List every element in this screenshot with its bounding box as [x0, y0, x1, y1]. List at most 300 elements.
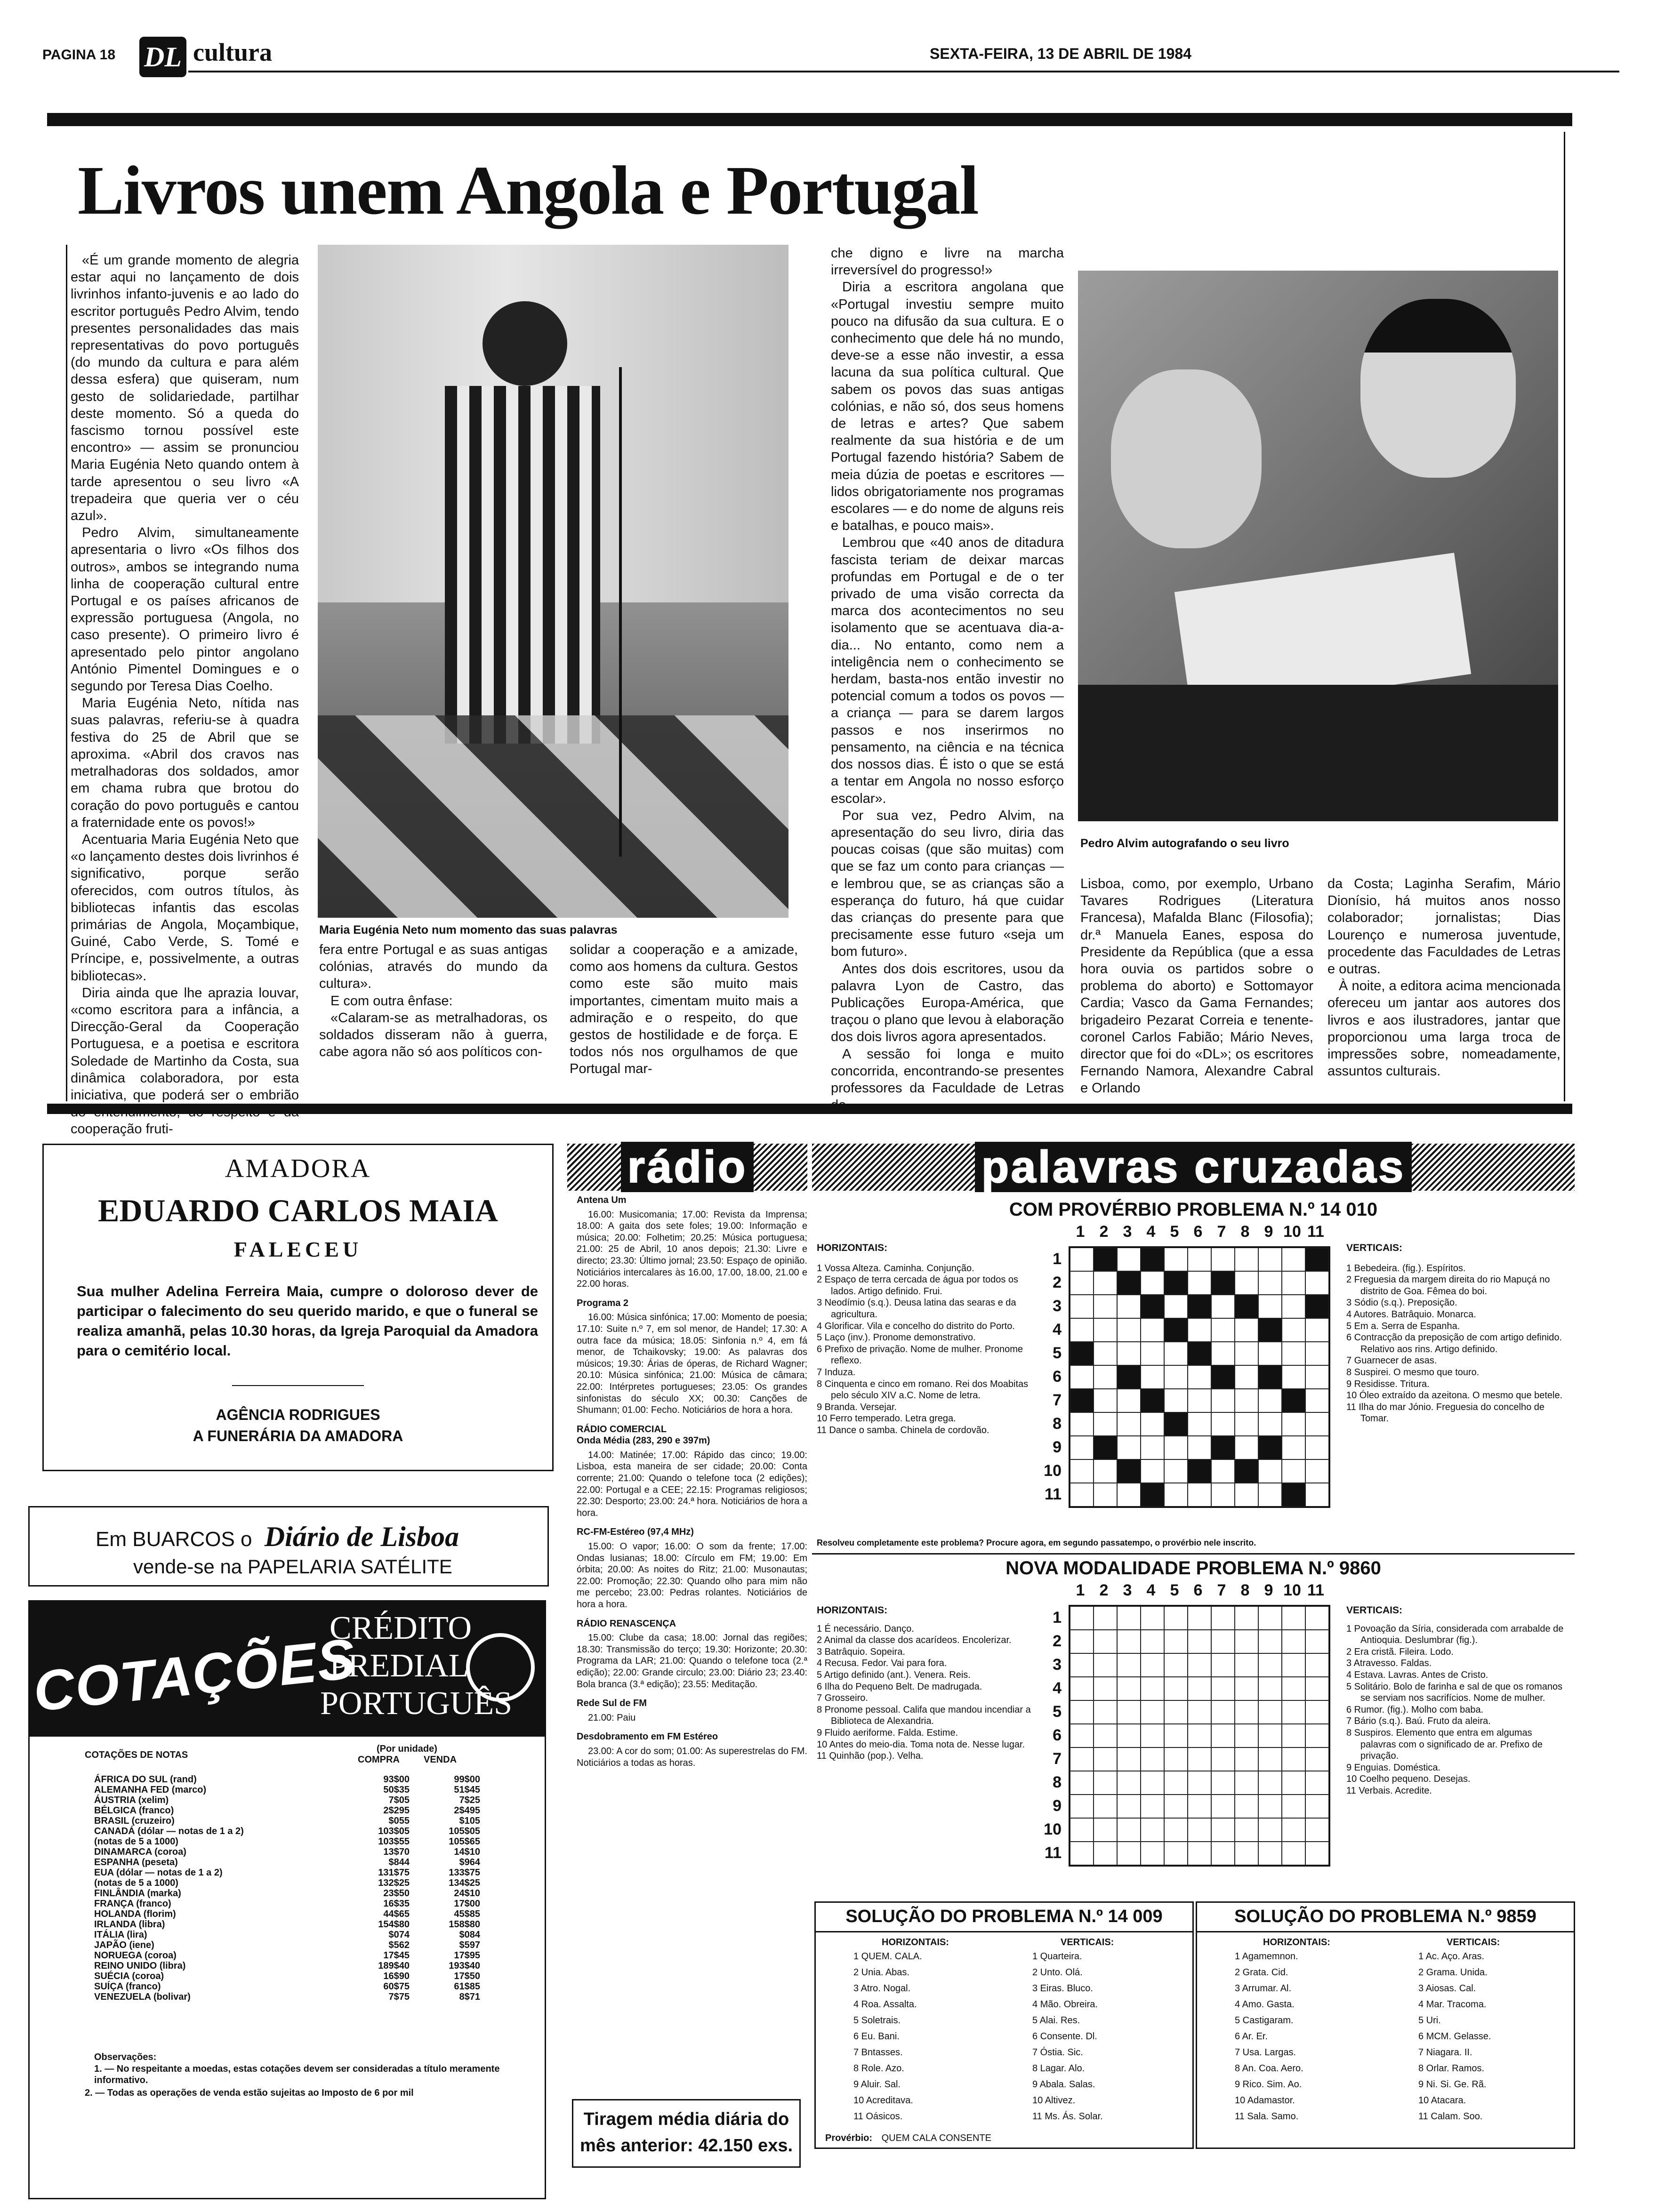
empty-cell[interactable] [1211, 1677, 1235, 1700]
empty-cell[interactable] [1235, 1483, 1258, 1507]
empty-cell[interactable] [1188, 1842, 1211, 1865]
empty-cell[interactable] [1305, 1436, 1329, 1459]
cotacoes [28, 1600, 546, 2198]
empty-cell[interactable] [1258, 1412, 1282, 1436]
empty-cell[interactable] [1235, 1700, 1258, 1724]
empty-cell[interactable] [1164, 1248, 1188, 1271]
empty-cell[interactable] [1235, 1724, 1258, 1747]
empty-cell[interactable] [1141, 1842, 1164, 1865]
empty-cell[interactable] [1258, 1795, 1282, 1818]
empty-cell[interactable] [1211, 1459, 1235, 1483]
empty-cell[interactable] [1235, 1389, 1258, 1412]
empty-cell[interactable] [1211, 1295, 1235, 1318]
empty-cell[interactable] [1094, 1412, 1117, 1436]
paragraph: A sessão foi longa e muito concorrida, encontrando-se presentes professores da Faculdade de Letras [831, 1046, 1064, 1096]
empty-cell[interactable] [1305, 1365, 1329, 1389]
horizontals-label: HORIZONTAIS: [1263, 1937, 1330, 1948]
empty-cell[interactable] [1117, 1795, 1141, 1818]
empty-cell[interactable] [1282, 1342, 1305, 1365]
paragraph: che digno e livre na marcha irreversível do progresso!» [831, 246, 1064, 278]
clue-item: 8 Orlar. Ramos. [1418, 2063, 1485, 2074]
cotacoes-row [94, 1981, 480, 1992]
cotacoes-row [94, 1774, 480, 1785]
empty-cell[interactable] [1258, 1747, 1282, 1771]
empty-cell[interactable] [1211, 1342, 1235, 1365]
obituary-agency-1: AGÊNCIA RODRIGUES [216, 1406, 380, 1423]
empty-cell[interactable] [1282, 1677, 1305, 1700]
empty-cell[interactable] [1235, 1365, 1258, 1389]
empty-cell[interactable] [1141, 1653, 1164, 1677]
horizontals-label: HORIZONTAIS: [882, 1937, 949, 1948]
empty-cell[interactable] [1094, 1771, 1117, 1795]
empty-cell[interactable] [1282, 1842, 1305, 1865]
empty-cell[interactable] [1141, 1724, 1164, 1747]
empty-cell[interactable] [1141, 1630, 1164, 1653]
empty-cell[interactable] [1282, 1248, 1305, 1271]
empty-cell[interactable] [1235, 1606, 1258, 1630]
empty-cell[interactable] [1188, 1606, 1211, 1630]
clue-item: 10 Antes do meio-dia. Toma nota de. Nesse lugar. [817, 1739, 1025, 1750]
empty-cell[interactable] [1282, 1630, 1305, 1653]
currency-name: EUA (dólar — notas de 1 a 2) [94, 1867, 223, 1878]
clue-item: 1 É necessário. Danço. [817, 1623, 914, 1634]
paragraph: E com outra ênfase: [330, 993, 453, 1009]
empty-cell[interactable] [1070, 1724, 1094, 1747]
row-number: 11 [1045, 1485, 1062, 1503]
clue-item: 10 Atacara. [1418, 2095, 1466, 2106]
currency-name: ÁFRICA DO SUL (rand) [94, 1774, 197, 1785]
empty-cell[interactable] [1164, 1747, 1188, 1771]
tiragem-box [572, 2099, 801, 2168]
clue-item: 4 Estava. Lavras. Antes de Cristo. [1346, 1669, 1488, 1680]
empty-cell[interactable] [1141, 1318, 1164, 1342]
empty-cell[interactable] [1070, 1606, 1094, 1630]
empty-cell[interactable] [1094, 1677, 1117, 1700]
empty-cell[interactable] [1305, 1818, 1329, 1842]
empty-cell[interactable] [1188, 1795, 1211, 1818]
empty-cell[interactable] [1094, 1842, 1117, 1865]
empty-cell[interactable] [1141, 1365, 1164, 1389]
clue-item: 8 Suspirei. O mesmo que touro. [1346, 1367, 1480, 1378]
sell-rate: 134$25 [449, 1878, 480, 1888]
empty-cell[interactable] [1305, 1653, 1329, 1677]
buy-rate: 2$295 [383, 1805, 410, 1816]
empty-cell[interactable] [1282, 1653, 1305, 1677]
empty-cell[interactable] [1258, 1818, 1282, 1842]
proverb-label: Provérbio: [825, 2133, 873, 2143]
empty-cell[interactable] [1211, 1630, 1235, 1653]
currency-name: ESPANHA (peseta) [94, 1857, 178, 1867]
currency-name: JAPÃO (iene) [94, 1940, 154, 1950]
empty-cell[interactable] [1211, 1795, 1235, 1818]
empty-cell[interactable] [1282, 1724, 1305, 1747]
radio-schedule: 16.00: Musicomania; 17.00: Revista da Imprensa; 18.00: A gaita dos sete foles; 19.00: Informação e música; 20.00: Folhetim; 20.25: Música portuguesa; 21.00: 25 de Abril, 10 anos depois; 21.30: Livre e directo; 23.30: Último jornal; 23.50: Espaço de opinião. Noticiários intercalares às 16.00, 17.00, 18.00, 21.00 e 22.00 horas. [577, 1209, 807, 1290]
empty-cell[interactable] [1235, 1342, 1258, 1365]
row-number: 6 [1053, 1726, 1062, 1744]
cotacoes-row [94, 1888, 480, 1899]
empty-cell[interactable] [1164, 1483, 1188, 1507]
empty-cell[interactable] [1164, 1724, 1188, 1747]
currency-name: BRASIL (cruzeiro) [94, 1816, 175, 1826]
solution-2-verticals [1418, 1937, 1569, 2124]
clue-item: 9 Aluir. Sal. [853, 2079, 901, 2090]
empty-cell[interactable] [1164, 1630, 1188, 1653]
empty-cell[interactable] [1305, 1412, 1329, 1436]
empty-cell[interactable] [1117, 1318, 1141, 1342]
empty-cell[interactable] [1211, 1818, 1235, 1842]
empty-cell[interactable] [1235, 1842, 1258, 1865]
empty-cell[interactable] [1094, 1606, 1117, 1630]
empty-cell[interactable] [1211, 1747, 1235, 1771]
empty-cell[interactable] [1094, 1724, 1117, 1747]
empty-cell[interactable] [1117, 1818, 1141, 1842]
empty-cell[interactable] [1117, 1483, 1141, 1507]
empty-cell[interactable] [1211, 1653, 1235, 1677]
empty-cell[interactable] [1258, 1295, 1282, 1318]
empty-cell[interactable] [1117, 1724, 1141, 1747]
empty-cell[interactable] [1141, 1412, 1164, 1436]
empty-cell[interactable] [1258, 1342, 1282, 1365]
clue-item: 6 Prefixo de privação. Nome de mulher. Pronome reflexo. [817, 1344, 1023, 1366]
empty-cell[interactable] [1117, 1677, 1141, 1700]
cotacoes-row [94, 1826, 480, 1836]
empty-cell[interactable] [1094, 1295, 1117, 1318]
empty-cell[interactable] [1282, 1818, 1305, 1842]
empty-cell[interactable] [1070, 1295, 1094, 1318]
empty-cell[interactable] [1141, 1771, 1164, 1795]
empty-cell[interactable] [1094, 1365, 1117, 1389]
empty-cell[interactable] [1141, 1271, 1164, 1295]
empty-cell[interactable] [1094, 1747, 1117, 1771]
photo-maria-eugenia-neto [318, 245, 788, 918]
empty-cell[interactable] [1141, 1818, 1164, 1842]
empty-cell[interactable] [1258, 1606, 1282, 1630]
empty-cell[interactable] [1164, 1295, 1188, 1318]
radio-schedule: 16.00: Música sinfónica; 17.00: Momento de poesia; 17.10: Suite n.º 7, em sol menor, de Handel; 17.30: A outra face da música; 18.05: Sinfonia n.º 4, em fá menor, de Tchaikovsky; 19.00: As palavras dos músicos; 19.30: Árias de óperas, de Richard Wagner; 20.10: Música sinfónica; 21.00: Música de câmara; 22.00: Intérpretes portugueses; 23.05: Os grandes sinfonistas do século XX; 00.30: Canções de Shumann; 01.00: Fecho. Noticiários de hora a hora. [577, 1312, 807, 1416]
empty-cell[interactable] [1258, 1630, 1282, 1653]
empty-cell[interactable] [1188, 1436, 1211, 1459]
empty-cell[interactable] [1070, 1271, 1094, 1295]
empty-cell[interactable] [1070, 1747, 1094, 1771]
empty-cell[interactable] [1164, 1459, 1188, 1483]
buy-rate: 189$40 [378, 1961, 410, 1971]
empty-cell[interactable] [1258, 1724, 1282, 1747]
empty-cell[interactable] [1258, 1271, 1282, 1295]
black-cell [1211, 1271, 1235, 1295]
empty-cell[interactable] [1235, 1271, 1258, 1295]
ad-line-1 [96, 1521, 459, 1553]
buy-rate: 17$45 [383, 1950, 410, 1961]
empty-cell[interactable] [1117, 1389, 1141, 1412]
empty-cell[interactable] [1141, 1700, 1164, 1724]
empty-cell[interactable] [1235, 1412, 1258, 1436]
empty-cell[interactable] [1258, 1248, 1282, 1271]
empty-cell[interactable] [1211, 1412, 1235, 1436]
empty-cell[interactable] [1188, 1700, 1211, 1724]
clue-item: 8 Role. Azo. [853, 2063, 904, 2074]
empty-cell[interactable] [1211, 1248, 1235, 1271]
empty-cell[interactable] [1305, 1842, 1329, 1865]
clue-item: 7 Induza. [817, 1367, 856, 1378]
empty-cell[interactable] [1070, 1412, 1094, 1436]
empty-cell[interactable] [1282, 1436, 1305, 1459]
column-number: 10 [1283, 1223, 1301, 1241]
black-cell [1235, 1459, 1258, 1483]
empty-cell[interactable] [1305, 1724, 1329, 1747]
empty-cell[interactable] [1164, 1842, 1188, 1865]
column-number: 7 [1217, 1581, 1226, 1599]
empty-cell[interactable] [1282, 1747, 1305, 1771]
empty-cell[interactable] [1235, 1677, 1258, 1700]
empty-cell[interactable] [1282, 1295, 1305, 1318]
empty-cell[interactable] [1235, 1818, 1258, 1842]
photo-man-head [1111, 369, 1262, 548]
empty-cell[interactable] [1188, 1271, 1211, 1295]
empty-cell[interactable] [1188, 1653, 1211, 1677]
empty-cell[interactable] [1141, 1747, 1164, 1771]
empty-cell[interactable] [1117, 1606, 1141, 1630]
empty-cell[interactable] [1070, 1436, 1094, 1459]
empty-cell[interactable] [1164, 1700, 1188, 1724]
empty-cell[interactable] [1070, 1700, 1094, 1724]
empty-cell[interactable] [1305, 1389, 1329, 1412]
empty-cell[interactable] [1235, 1630, 1258, 1653]
empty-cell[interactable] [1305, 1342, 1329, 1365]
empty-cell[interactable] [1188, 1318, 1211, 1342]
empty-cell[interactable] [1188, 1248, 1211, 1271]
empty-cell[interactable] [1305, 1271, 1329, 1295]
empty-cell[interactable] [1164, 1677, 1188, 1700]
empty-cell[interactable] [1070, 1653, 1094, 1677]
empty-cell[interactable] [1188, 1630, 1211, 1653]
empty-cell[interactable] [1211, 1606, 1235, 1630]
clue-item: 6 Ar. Er. [1235, 2031, 1268, 2042]
radio-schedule: 23.00: A cor do som; 01.00: As superestrelas do FM. Noticiários a todas as horas. [577, 1746, 807, 1768]
buy-rate: 132$25 [378, 1878, 410, 1888]
black-cell [1305, 1248, 1329, 1271]
clue-item: 11 Sala. Samo. [1235, 2111, 1299, 2122]
empty-cell[interactable] [1282, 1318, 1305, 1342]
sell-rate: 7$25 [459, 1795, 480, 1805]
problem-1-grid [1069, 1246, 1330, 1508]
buy-rate: 7$05 [388, 1795, 410, 1805]
empty-cell[interactable] [1070, 1459, 1094, 1483]
empty-cell[interactable] [1282, 1606, 1305, 1630]
black-cell [1117, 1459, 1141, 1483]
empty-cell[interactable] [1117, 1342, 1141, 1365]
currency-name: NORUEGA (coroa) [94, 1950, 177, 1961]
empty-cell[interactable] [1094, 1271, 1117, 1295]
empty-cell[interactable] [1188, 1818, 1211, 1842]
clue-item: 9 Abala. Salas. [1032, 2079, 1095, 2090]
empty-cell[interactable] [1258, 1483, 1282, 1507]
empty-cell[interactable] [1094, 1653, 1117, 1677]
empty-cell[interactable] [1070, 1771, 1094, 1795]
empty-cell[interactable] [1305, 1459, 1329, 1483]
empty-cell[interactable] [1282, 1795, 1305, 1818]
row-number: 4 [1053, 1321, 1062, 1338]
empty-cell[interactable] [1188, 1412, 1211, 1436]
empty-cell[interactable] [1141, 1459, 1164, 1483]
empty-cell[interactable] [1305, 1630, 1329, 1653]
empty-cell[interactable] [1117, 1747, 1141, 1771]
empty-cell[interactable] [1164, 1653, 1188, 1677]
empty-cell[interactable] [1094, 1483, 1117, 1507]
empty-cell[interactable] [1117, 1653, 1141, 1677]
black-cell [1211, 1365, 1235, 1389]
empty-cell[interactable] [1070, 1248, 1094, 1271]
verticals-label: VERTICAIS: [1061, 1937, 1114, 1948]
empty-cell[interactable] [1305, 1795, 1329, 1818]
empty-cell[interactable] [1164, 1818, 1188, 1842]
empty-cell[interactable] [1070, 1818, 1094, 1842]
empty-cell[interactable] [1117, 1436, 1141, 1459]
black-cell [1235, 1295, 1258, 1318]
empty-cell[interactable] [1211, 1700, 1235, 1724]
empty-cell[interactable] [1094, 1459, 1117, 1483]
solution-1-proverb [825, 2132, 991, 2144]
ad-prefix: Em BUARCOS o [96, 1528, 252, 1551]
black-cell [1282, 1483, 1305, 1507]
empty-cell[interactable] [1188, 1389, 1211, 1412]
empty-cell[interactable] [1211, 1842, 1235, 1865]
empty-cell[interactable] [1117, 1248, 1141, 1271]
empty-cell[interactable] [1235, 1653, 1258, 1677]
empty-cell[interactable] [1282, 1365, 1305, 1389]
empty-cell[interactable] [1070, 1318, 1094, 1342]
empty-cell[interactable] [1188, 1483, 1211, 1507]
column-number: 9 [1264, 1223, 1273, 1241]
empty-cell[interactable] [1282, 1771, 1305, 1795]
empty-cell[interactable] [1258, 1389, 1282, 1412]
solution-1-horizontals [853, 1937, 1004, 2124]
horizontals-label: HORIZONTAIS: [817, 1242, 888, 1253]
photo-figure [483, 301, 567, 386]
empty-cell[interactable] [1164, 1365, 1188, 1389]
row-number: 1 [1053, 1250, 1062, 1268]
empty-cell[interactable] [1282, 1700, 1305, 1724]
empty-cell[interactable] [1282, 1271, 1305, 1295]
empty-cell[interactable] [1305, 1771, 1329, 1795]
empty-cell[interactable] [1164, 1771, 1188, 1795]
empty-cell[interactable] [1117, 1630, 1141, 1653]
clue-item: 4 Glorificar. Vila e concelho do distrito do Porto. [817, 1321, 1015, 1331]
empty-cell[interactable] [1305, 1747, 1329, 1771]
empty-cell[interactable] [1164, 1606, 1188, 1630]
empty-cell[interactable] [1164, 1795, 1188, 1818]
currency-name: VENEZUELA (bolivar) [94, 1992, 191, 2002]
empty-cell[interactable] [1117, 1771, 1141, 1795]
clue-item: 7 Bário (s.q.). Baú. Fruto da aleira. [1346, 1716, 1491, 1727]
empty-cell[interactable] [1164, 1342, 1188, 1365]
black-cell [1164, 1271, 1188, 1295]
empty-cell[interactable] [1094, 1818, 1117, 1842]
empty-cell[interactable] [1188, 1365, 1211, 1389]
empty-cell[interactable] [1070, 1365, 1094, 1389]
buy-rate: $844 [388, 1857, 410, 1867]
empty-cell[interactable] [1258, 1459, 1282, 1483]
empty-cell[interactable] [1141, 1436, 1164, 1459]
clue-item: 4 Autores. Batrâquio. Monarca. [1346, 1309, 1476, 1320]
empty-cell[interactable] [1117, 1412, 1141, 1436]
empty-cell[interactable] [1235, 1795, 1258, 1818]
empty-cell[interactable] [1070, 1842, 1094, 1865]
empty-cell[interactable] [1141, 1606, 1164, 1630]
obituary [42, 1144, 554, 1471]
empty-cell[interactable] [1235, 1248, 1258, 1271]
clue-item: 9 Fluido aeriforme. Falda. Estime. [817, 1727, 958, 1738]
empty-cell[interactable] [1117, 1700, 1141, 1724]
empty-cell[interactable] [1235, 1318, 1258, 1342]
radio [567, 1144, 807, 2184]
empty-cell[interactable] [1305, 1318, 1329, 1342]
empty-cell[interactable] [1211, 1483, 1235, 1507]
empty-cell[interactable] [1258, 1771, 1282, 1795]
paragraph: Diria ainda que lhe aprazia louvar, «como escritora para a infância, a Direcção-Geral da Cooperação Portuguesa, e a poetisa e escritora Soledade de Martinho da Costa, sua dinâmica colaboradora, por esta iniciativa, que poderá ser o embrião cooperação fruti- [71, 985, 299, 1137]
clue-item: 10 Coelho pequeno. Desejas. [1346, 1774, 1471, 1785]
empty-cell[interactable] [1188, 1771, 1211, 1795]
empty-cell[interactable] [1094, 1700, 1117, 1724]
problems-divider [812, 1553, 1575, 1555]
empty-cell[interactable] [1094, 1389, 1117, 1412]
empty-cell[interactable] [1258, 1842, 1282, 1865]
empty-cell[interactable] [1070, 1483, 1094, 1507]
empty-cell[interactable] [1258, 1677, 1282, 1700]
empty-cell[interactable] [1141, 1342, 1164, 1365]
clue-item: 5 Laço (inv.). Pronome demonstrativo. [817, 1332, 976, 1343]
empty-cell[interactable] [1164, 1436, 1188, 1459]
empty-cell[interactable] [1211, 1389, 1235, 1412]
empty-cell[interactable] [1070, 1630, 1094, 1653]
empty-cell[interactable] [1211, 1771, 1235, 1795]
clue-item: 4 Mar. Tracoma. [1418, 1999, 1487, 2010]
empty-cell[interactable] [1117, 1295, 1141, 1318]
empty-cell[interactable] [1235, 1771, 1258, 1795]
photo-pedro-alvim [1078, 271, 1558, 821]
empty-cell[interactable] [1258, 1700, 1282, 1724]
empty-cell[interactable] [1070, 1795, 1094, 1818]
empty-cell[interactable] [1141, 1677, 1164, 1700]
empty-cell[interactable] [1211, 1318, 1235, 1342]
empty-cell[interactable] [1070, 1677, 1094, 1700]
empty-cell[interactable] [1305, 1677, 1329, 1700]
empty-cell[interactable] [1188, 1724, 1211, 1747]
clue-item: 8 Cinquenta e cinco em romano. Rei dos Moabitas pelo século XIV a.C. Nome de letra. [817, 1378, 1029, 1401]
empty-cell[interactable] [1141, 1795, 1164, 1818]
paragraph: Antes dos dois escritores, usou da palavra Lyon de Castro, das Publicações Europa-América, que traçou o plano que levou à elaboração dos dois livros agora apresentados. [831, 961, 1064, 1045]
empty-cell[interactable] [1282, 1459, 1305, 1483]
empty-cell[interactable] [1094, 1795, 1117, 1818]
empty-cell[interactable] [1094, 1318, 1117, 1342]
sell-rate: 17$50 [454, 1971, 480, 1981]
empty-cell[interactable] [1235, 1747, 1258, 1771]
empty-cell[interactable] [1235, 1436, 1258, 1459]
empty-cell[interactable] [1258, 1653, 1282, 1677]
empty-cell[interactable] [1094, 1342, 1117, 1365]
empty-cell[interactable] [1188, 1677, 1211, 1700]
empty-cell[interactable] [1094, 1630, 1117, 1653]
buy-rate: 93$00 [383, 1774, 410, 1785]
empty-cell[interactable] [1164, 1389, 1188, 1412]
empty-cell[interactable] [1188, 1747, 1211, 1771]
clue-item: 2 Grama. Unida. [1418, 1967, 1488, 1978]
empty-cell[interactable] [1211, 1724, 1235, 1747]
empty-cell[interactable] [1117, 1842, 1141, 1865]
empty-cell[interactable] [1282, 1412, 1305, 1436]
empty-cell[interactable] [1305, 1606, 1329, 1630]
empty-cell[interactable] [1305, 1483, 1329, 1507]
empty-cell[interactable] [1305, 1700, 1329, 1724]
